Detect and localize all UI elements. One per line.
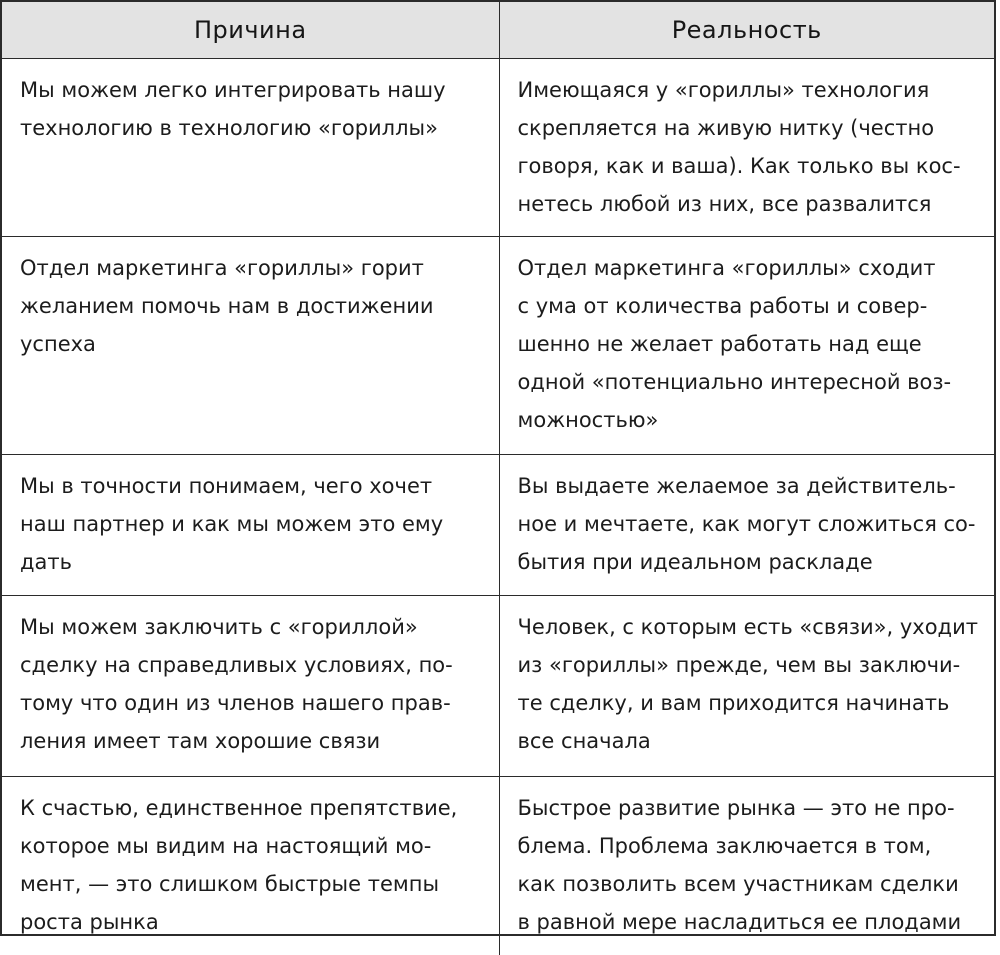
table-header-row [2,2,994,59]
reason-cell: Отдел маркетинга «гориллы» горит желанием помочь нам в достижении успеха [2,237,499,455]
table-row [2,455,994,596]
table-row [2,237,994,455]
reality-cell: Человек, с которым есть «связи», уходит из «гориллы» прежде, чем вы заключи- те сделку, и вам приходится начинать все сначала [499,596,994,777]
reason-reality-table [2,2,994,955]
table-row [2,59,994,237]
table-row [2,596,994,777]
reality-cell: Быстрое развитие рынка — это не про- блема. Проблема заключается в том, как позволить всем участникам сделки в равной мере насладиться ее плодами [499,777,994,955]
header-reality: Реальность [499,2,994,59]
reason-cell: К счастью, единственное препятствие, которое мы видим на настоящий мо- мент, — это слишком быстрые темпы роста рынка [2,777,499,955]
reality-cell: Отдел маркетинга «гориллы» сходит с ума от количества работы и совер- шенно не желает работать над еще одной «потенциально интересной воз- можностью» [499,237,994,455]
reason-cell: Мы можем легко интегрировать нашу технологию в технологию «гориллы» [2,59,499,237]
reason-cell: Мы можем заключить с «гориллой» сделку на справедливых условиях, по- тому что один из членов нашего прав- ления имеет там хорошие связи [2,596,499,777]
header-reason: Причина [2,2,499,59]
reality-cell: Имеющаяся у «гориллы» технология скрепляется на живую нитку (честно говоря, как и ваша). Как только вы кос- нетесь любой из них, все развалится [499,59,994,237]
reality-cell: Вы выдаете желаемое за действитель- ное и мечтаете, как могут сложиться со- бытия при идеальном раскладе [499,455,994,596]
reason-cell: Мы в точности понимаем, чего хочет наш партнер и как мы можем это ему дать [2,455,499,596]
table-row [2,777,994,955]
